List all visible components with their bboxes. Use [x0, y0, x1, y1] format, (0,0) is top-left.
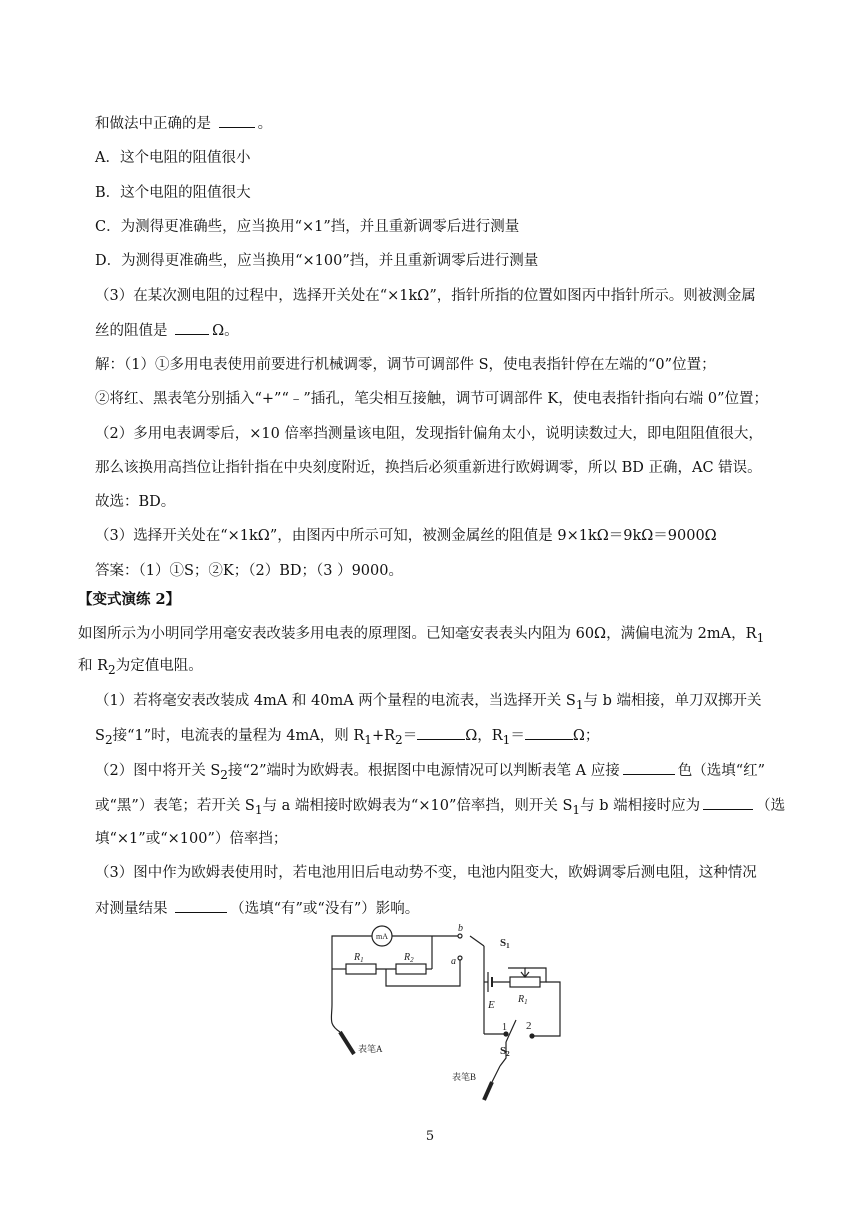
answer-blank [175, 320, 209, 335]
wire [525, 968, 546, 982]
answer-blank [623, 760, 675, 775]
question-part3-line1: （3）在某次测电阻的过程中，选择开关处在“×1kΩ”，指针所指的位置如图丙中指针所示。则被测金属 [95, 288, 756, 304]
terminal-1-label: 1 [502, 1022, 507, 1033]
intro-line1: 如图所示为小明同学用毫安表改装多用电表的原理图。已知毫安表表头内阻为 60Ω，满偏电流为 2mA，$R_1$ [78, 626, 765, 645]
terminal-a [458, 956, 462, 960]
answer-line: 答案：（1）①S；②K；（2）BD；（3 ）9000。 [95, 563, 403, 579]
answer-blank [219, 113, 255, 128]
lead-wire [492, 1066, 500, 1082]
answer-blank [525, 725, 573, 740]
probe-a-icon [340, 1032, 354, 1054]
option-b: B．这个电阻的阻值很大 [95, 185, 251, 201]
section-heading: 【变式演练 2】 [78, 591, 181, 608]
r2-label: $R_2$ [404, 952, 414, 964]
question-line: 和做法中正确的是 。 [95, 113, 272, 134]
probe-a-label: 表笔A [358, 1044, 383, 1054]
solution-line: 解：（1）①多用电表使用前要进行机械调零，调节可调部件 S，使电表指针停在左端的“0”位置； [95, 357, 716, 373]
rheostat-slider [508, 968, 525, 976]
page-number: 5 [425, 1129, 435, 1144]
resistor-r2-icon [396, 964, 426, 974]
terminal-2-label: 2 [526, 1020, 532, 1032]
rheostat-label: $R_1$ [518, 994, 528, 1006]
switch-s2-blade [506, 1020, 516, 1042]
answer-blank [703, 795, 753, 810]
circuit-diagram [310, 924, 580, 1104]
resistor-r1-icon [346, 964, 376, 974]
terminal-2 [530, 1034, 534, 1038]
rheostat-icon [510, 977, 540, 987]
meter-label: mA [376, 932, 388, 941]
question-part3-line2: 丝的阻值是 Ω。 [95, 320, 239, 341]
probe-b-label: 表笔B [452, 1072, 477, 1082]
option-d: D．为测得更准确些，应当换用“×100”挡，并且重新调零后进行测量 [95, 253, 539, 269]
part1-line2: $S_2$接“1”时，电流表的量程为 4mA，则 $R_1+R_2= \Omega$，$R_1= \Omega$； [95, 725, 599, 750]
terminal-b [458, 934, 462, 938]
s1-label: S1 [500, 937, 510, 950]
switch-s1-blade [470, 936, 484, 946]
battery-label: E [488, 999, 495, 1011]
terminal-a-label: a [451, 956, 456, 967]
solution-line: （3）选择开关处在“×1kΩ”，由图丙中所示可知，被测金属丝的阻值是 9×1kΩ＝9kΩ＝9000Ω [95, 528, 717, 544]
part2-line1: （2）图中将开关 $S_2$接“2”端时为欧姆表。根据图中电源情况可以判断表笔 A 应接 色（选填“红” [95, 760, 765, 785]
intro-line2: 和 $R_2$为定值电阻。 [78, 658, 203, 677]
r1-label: $R_1$ [354, 952, 364, 964]
part3-line1: （3）图中作为欧姆表使用时，若电池用旧后电动势不变，电池内阻变大，欧姆调零后测电阻，这种情况 [95, 865, 757, 881]
solution-line: 故选：BD。 [95, 494, 176, 510]
wire [332, 936, 372, 1004]
wire [532, 982, 560, 1036]
probe-b-icon [484, 1082, 492, 1100]
solution-line: ②将红、黑表笔分别插入“+”“﹣”插孔，笔尖相互接触，调节可调部件 K，使电表指针指向右端 0”位置； [95, 391, 768, 407]
solution-line: 那么该换用高挡位让指针指在中央刻度附近，换挡后必须重新进行欧姆调零，所以 BD 正确，AC 错误。 [95, 460, 762, 476]
lead-wire [331, 1004, 340, 1032]
option-c: C．为测得更准确些，应当换用“×1”挡，并且重新调零后进行测量 [95, 219, 520, 235]
terminal-b-label: b [458, 924, 463, 934]
part3-line2: 对测量结果 （选填“有”或“没有”）影响。 [95, 898, 419, 919]
s2-label: S2 [500, 1045, 510, 1058]
part2-line2: 或“黑”）表笔；若开关 $S_1$与 a 端相接时欧姆表为“×10”倍率挡，则开关 $S_1$与 b 端相接时应为 （选 [95, 795, 785, 820]
answer-blank [175, 898, 227, 913]
solution-line: （2）多用电表调零后，×10 倍率挡测量该电阻，发现指针偏角太小，说明读数过大，即电阻阻值很大， [95, 426, 763, 442]
part1-line1: （1）若将毫安表改装成 4mA 和 40mA 两个量程的电流表，当选择开关 $S_1$与 b 端相接，单刀双掷开关 [95, 693, 762, 712]
option-a: A．这个电阻的阻值很小 [95, 150, 251, 166]
part2-line3: 填“×1”或“×100”）倍率挡； [95, 831, 288, 847]
answer-blank [417, 725, 465, 740]
